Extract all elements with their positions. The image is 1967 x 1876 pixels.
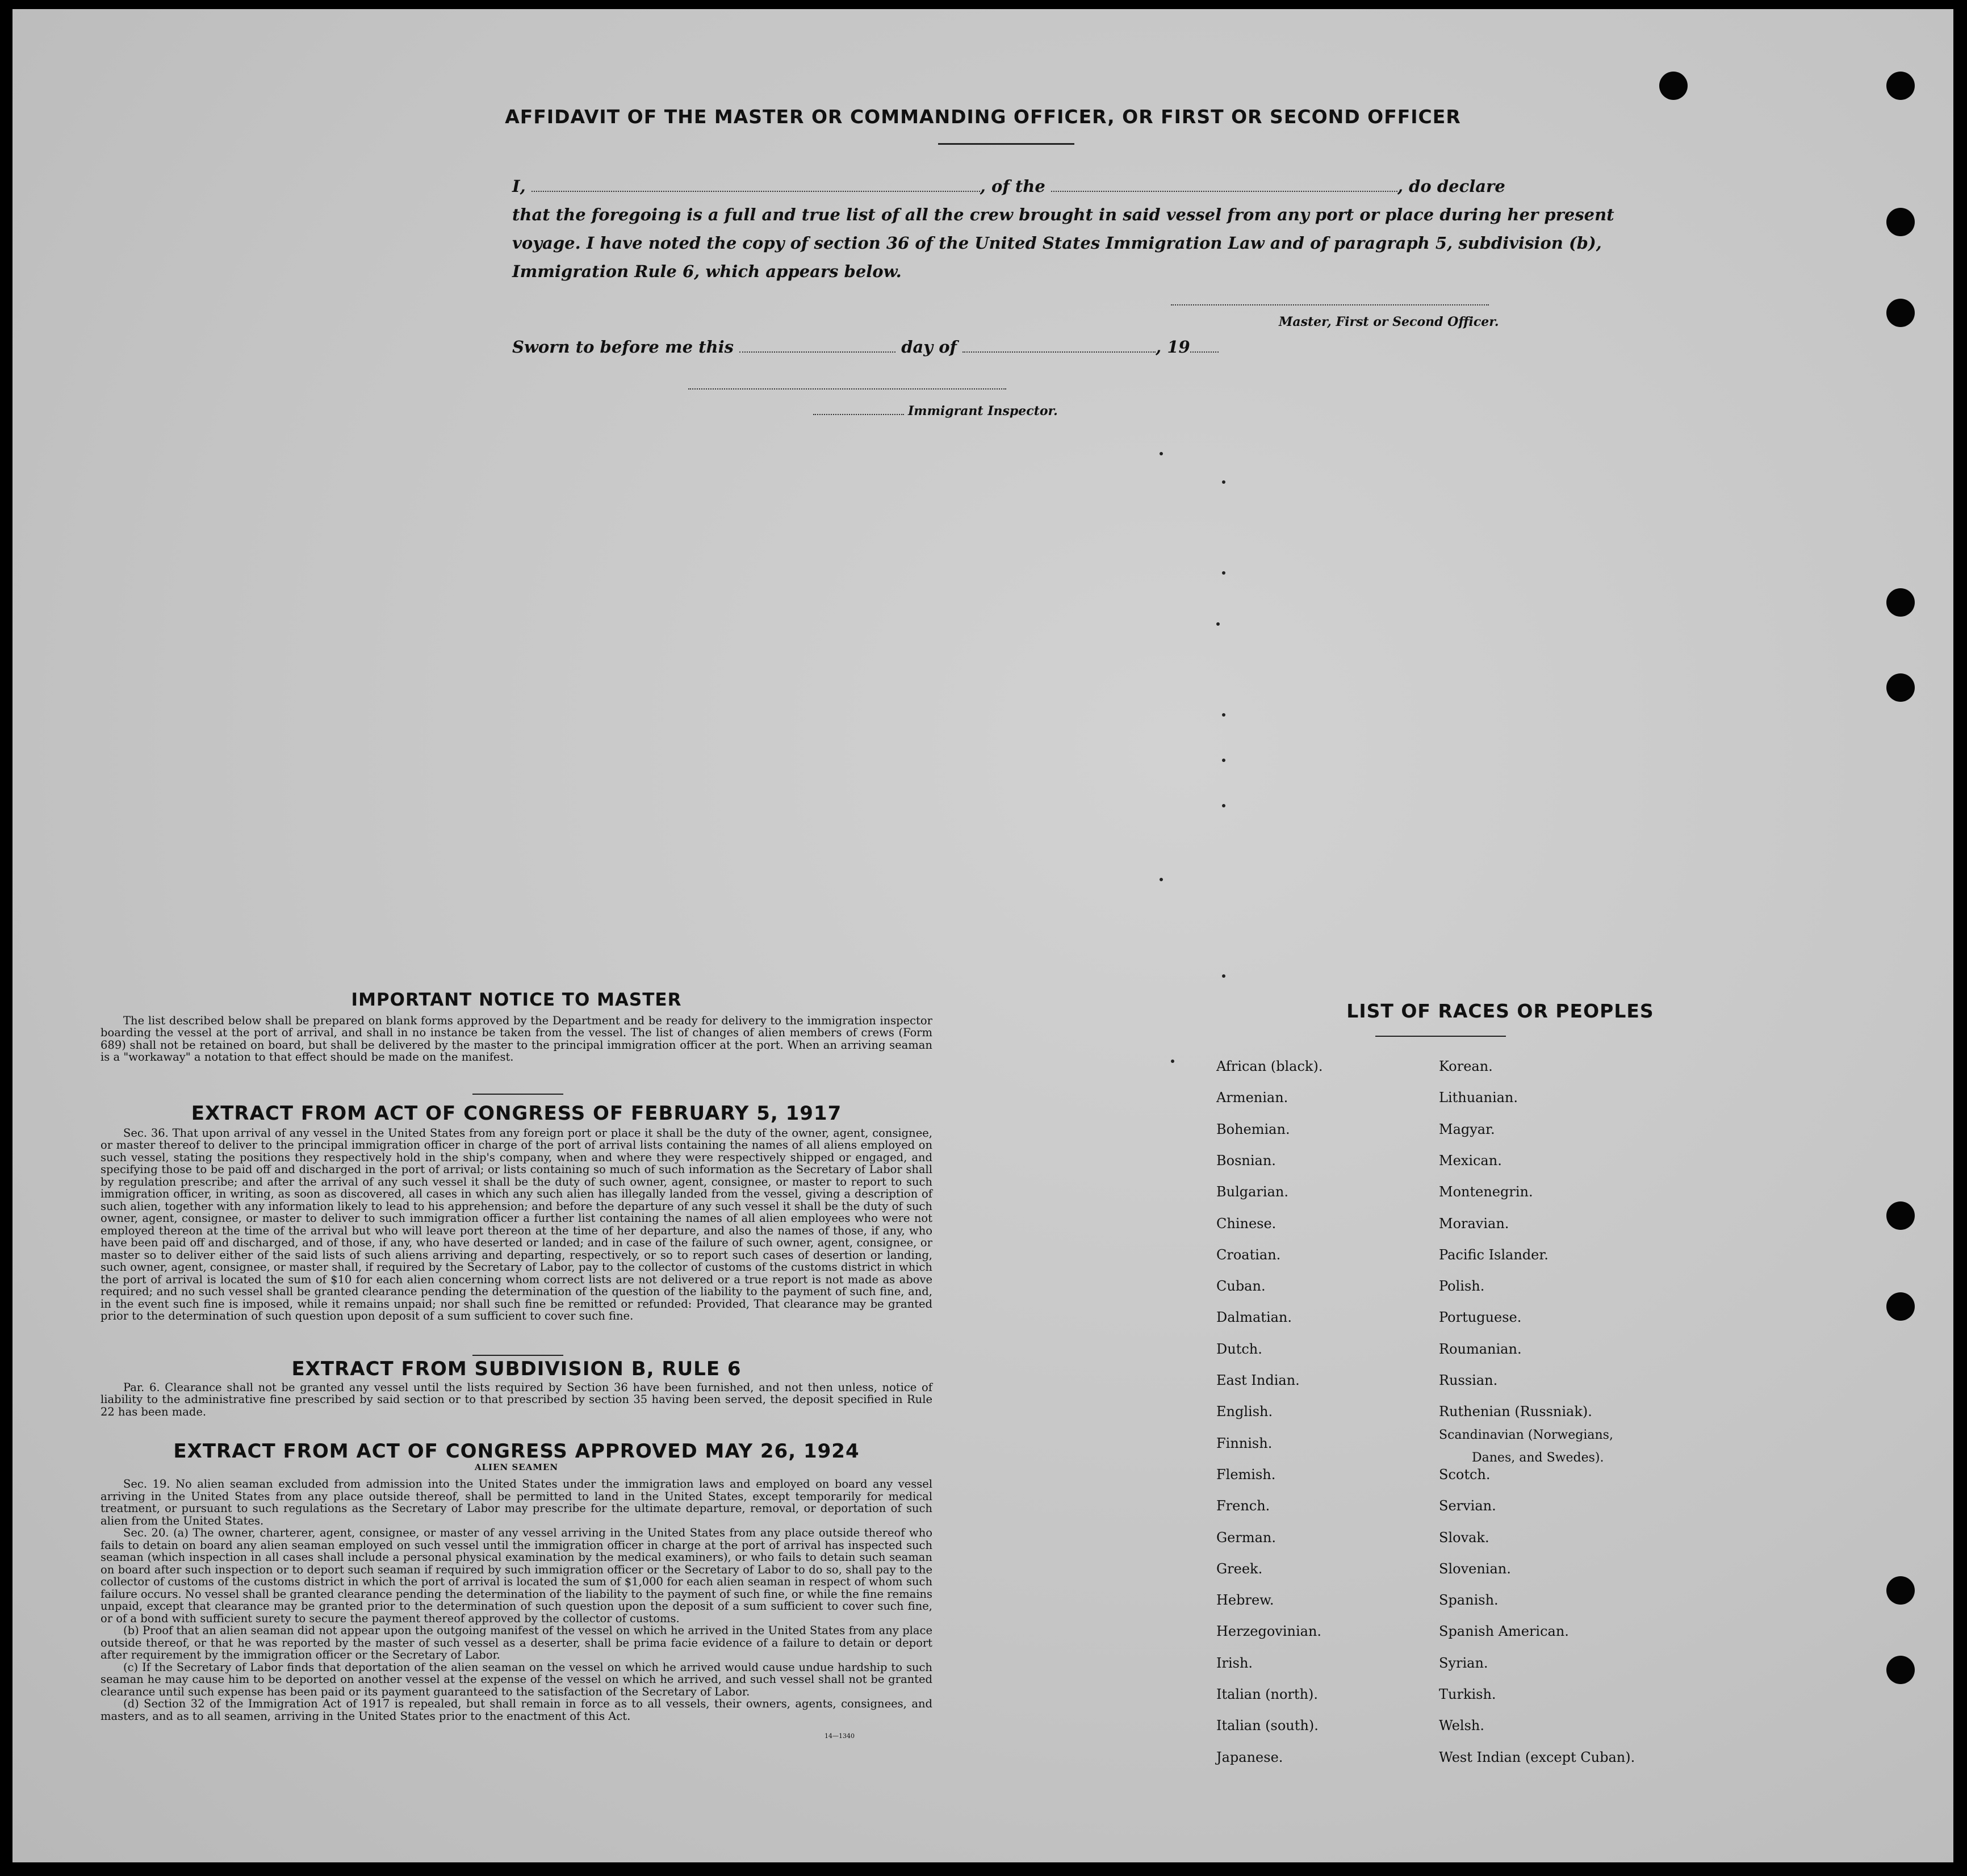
punch-hole <box>1886 299 1915 327</box>
extract-1924-title: EXTRACT FROM ACT OF CONGRESS APPROVED MAY 26, 1924 <box>173 1440 860 1463</box>
declaration-line-2: that the foregoing is a full and true list of all the crew brought in said vessel from any port or place during her present <box>512 205 1614 224</box>
race-item: Russian. <box>1439 1372 1498 1388</box>
race-item: Spanish American. <box>1439 1623 1569 1640</box>
race-item: Armenian. <box>1216 1090 1288 1106</box>
race-item: Croatian. <box>1216 1246 1281 1263</box>
extract-1924-subtitle: ALIEN SEAMEN <box>474 1462 559 1472</box>
race-item: Lithuanian. <box>1439 1090 1518 1106</box>
race-item: Pacific Islander. <box>1439 1246 1549 1263</box>
extract-1917-body: Sec. 36. That upon arrival of any vessel in the United States from any foreign port or place it shall be the duty of the owner, agent, consignee, or master thereof to deliver to the principal immigration officer in charge of the port of arrival lists containing the names of all aliens employed on such vessel, stating the positions they respectively hold in the ship's company, when and where they were respectively shipped or engaged, and specifying those to be paid off and discharged in the port of arrival; or lists containing so much of such information as the Secretary of Labor shall by regulation prescribe; and after the arrival of any such vessel it shall be the duty of such owner, agent, consignee, or master to report to such immigration officer, in writing, as soon as discovered, all cases in which any such alien has illegally landed from the vessel, giving a description of such alien, together with any information likely to lead to his apprehension; and before the departure of any such vessel it shall be the duty of such owner, agent, consignee, or master to deliver to such immigration officer a further list containing the names of all alien employees who were not employed thereon at the time of the arrival but who will leave port thereon at the time of her departure, and also the names of those, if any, who have been paid off and discharged, and of those, if any, who have deserted or landed; and in case of the failure of such owner, agent, consignee, or master so to deliver either of the said lists of such aliens arriving and departing, respectively, or so to report such cases of desertion or landing, such owner, agent, consignee, or master shall, if required by the Secretary of Labor, pay to the collector of customs of the customs district in which the port of arrival is located the sum of $10 for each alien concerning whom correct lists are not delivered or a true report is not made as above required; and no such vessel shall be granted clearance pending the determination of the question of the liability to the payment of such fine, and, in the event such fine is imposed, while it remains unpaid; nor shall such fine be remitted or refunded: Provided, That clearance may be granted prior to the determination of such question upon deposit of a sum sufficient to cover such fine. <box>101 1126 932 1322</box>
subdivision-section <box>101 1358 932 1418</box>
subdivision-title: EXTRACT FROM SUBDIVISION B, RULE 6 <box>291 1358 742 1380</box>
year-label: , 19 <box>1156 337 1190 357</box>
race-item: East Indian. <box>1216 1372 1300 1388</box>
race-item: Finnish. <box>1216 1435 1273 1451</box>
race-item: Montenegrin. <box>1439 1184 1533 1200</box>
bleed-mark <box>1222 713 1225 717</box>
race-item: German. <box>1216 1529 1276 1546</box>
race-item: Magyar. <box>1439 1121 1495 1137</box>
declaration-line-3: voyage. I have noted the copy of section 36 of the United States Immigration Law and of paragraph 5, subdivision (b), <box>512 233 1602 253</box>
race-item: Syrian. <box>1439 1655 1488 1671</box>
race-item: Bohemian. <box>1216 1121 1290 1137</box>
races-title: LIST OF RACES OR PEOPLES <box>1346 1000 1654 1022</box>
race-item: Moravian. <box>1439 1215 1509 1232</box>
punch-hole <box>1886 1576 1915 1605</box>
race-item: Dalmatian. <box>1216 1309 1292 1326</box>
race-item: Turkish. <box>1439 1686 1496 1702</box>
race-item: Japanese. <box>1216 1749 1283 1765</box>
race-item: Spanish. <box>1439 1592 1499 1609</box>
extract-1924-p5: (d) Section 32 of the Immigration Act of 1917 is repealed, but shall remain in force as to all vessels, their owners, agents, consignees, and masters, and as to all seamen, arriving in the United States prior to the enactment of this Act. <box>101 1697 932 1723</box>
race-item: Flemish. <box>1216 1466 1276 1483</box>
do-declare-label: , do declare <box>1397 177 1505 196</box>
race-item: Mexican. <box>1439 1152 1502 1169</box>
bleed-mark <box>1171 1060 1174 1063</box>
race-item: Italian (north). <box>1216 1686 1319 1702</box>
of-the-label: , of the <box>980 177 1045 196</box>
bleed-mark <box>1222 480 1225 484</box>
affidavit-title: AFFIDAVIT OF THE MASTER OR COMMANDING OFFICER, OR FIRST OR SECOND OFFICER <box>505 106 1461 128</box>
bleed-mark <box>1160 452 1163 455</box>
bleed-mark <box>1222 759 1225 762</box>
race-item: Slovenian. <box>1439 1560 1511 1577</box>
extract-1924-p2: Sec. 20. (a) The owner, charterer, agent, consignee, or master of any vessel arriving in the United States from any place outside thereof who fails to detain on board any alien seaman employed on such vessel until the immigration officer in charge at the port of arrival has inspected such seaman (which inspection in all cases shall include a personal physical examination by the medical examiners), or who fails to detain such seaman on board after such inspection or to deport such seaman if required by such immigration officer or the Secretary of Labor to do so, shall pay to the collector of customs of the customs district in which the port of arrival is located the sum of $1,000 for each alien seaman in respect of whom such failure occurs. No vessel shall be granted clearance pending the determination of the liability to the payment of such fine, or while the fine remains unpaid, except that clearance may be granted prior to the determination of such question upon the deposit of a sum sufficient to cover such fine, or of a bond with sufficient surety to secure the payment thereof approved by the collector of customs. <box>101 1526 932 1625</box>
master-signature-label: Master, First or Second Officer. <box>1279 315 1499 329</box>
race-scandinavian-cont: Danes, and Swedes). <box>1472 1451 1604 1465</box>
bleed-mark <box>1216 622 1220 626</box>
races-title-underline <box>1375 1036 1506 1037</box>
punch-hole <box>1886 208 1915 236</box>
master-signature-line[interactable] <box>1171 304 1489 305</box>
race-item: Chinese. <box>1216 1215 1277 1232</box>
race-item: Herzegovinian. <box>1216 1623 1322 1640</box>
race-item: Portuguese. <box>1439 1309 1522 1326</box>
race-item: Irish. <box>1216 1655 1253 1671</box>
extract-1917-title: EXTRACT FROM ACT OF CONGRESS OF FEBRUARY 5, 1917 <box>191 1102 842 1125</box>
punch-hole <box>1886 1292 1915 1321</box>
race-item: French. <box>1216 1498 1270 1514</box>
subdivision-body: Par. 6. Clearance shall not be granted any vessel until the lists required by Section 36 have been furnished, and not then unless, notice of liability to the administrative fine prescribed by said section or to that prescribed by section 35 having been served, the deposit specified in Rule 22 has been made. <box>101 1380 932 1418</box>
notice-title: IMPORTANT NOTICE TO MASTER <box>351 990 682 1010</box>
declaration-line-1 <box>512 173 1546 200</box>
punch-hole <box>1886 588 1915 617</box>
extract-1924-p1: Sec. 19. No alien seaman excluded from admission into the United States under the immigration laws and employed on board any vessel arriving in the United States from any place outside thereof, shall be permitted to land in the United States, except temporarily for medical treatment, or pursuant to such regulations as the Secretary of Labor may prescribe for the ultimate departure, removal, or deportation of such alien from the United States. <box>101 1477 932 1527</box>
race-item: West Indian (except Cuban). <box>1439 1749 1635 1765</box>
punch-hole <box>1886 1201 1915 1230</box>
race-item: Greek. <box>1216 1560 1263 1577</box>
i-label: I, <box>512 177 526 196</box>
sworn-label: Sworn to before me this <box>512 337 734 357</box>
extract-1924-section <box>101 1440 932 1723</box>
name-field[interactable] <box>531 191 980 192</box>
bleed-mark <box>1160 878 1163 881</box>
bleed-mark <box>1222 974 1225 978</box>
race-item: African (black). <box>1216 1058 1323 1074</box>
race-item: Bosnian. <box>1216 1152 1276 1169</box>
race-item: Hebrew. <box>1216 1592 1274 1609</box>
inspector-signature-line[interactable] <box>688 388 1006 390</box>
race-item: Welsh. <box>1439 1718 1484 1734</box>
race-item: Scotch. <box>1439 1466 1491 1483</box>
section-divider <box>472 1355 563 1356</box>
inspector-line <box>813 404 1058 418</box>
form-number: 14—1340 <box>825 1732 855 1740</box>
punch-hole <box>1886 72 1915 100</box>
sworn-day-field[interactable] <box>739 351 895 353</box>
race-item: Bulgarian. <box>1216 1184 1288 1200</box>
bleed-mark <box>1222 804 1225 807</box>
race-item: Dutch. <box>1216 1341 1262 1357</box>
extract-1924-p3: (b) Proof that an alien seaman did not appear upon the outgoing manifest of the vessel on which he arrived in the United States from any place outside thereof, or that he was reported by the master of such vessel as a deserter, shall be prima facie evidence of a failure to detain or deport after requirement by the immigration officer or the Secretary of Labor. <box>101 1624 932 1661</box>
bleed-mark <box>1222 571 1225 575</box>
race-item: English. <box>1216 1404 1273 1420</box>
race-item: Roumanian. <box>1439 1341 1522 1357</box>
punch-hole <box>1659 72 1688 100</box>
sworn-month-field[interactable] <box>962 351 1156 353</box>
document-page <box>12 9 1953 1862</box>
sworn-year-field[interactable] <box>1190 351 1219 353</box>
race-item: Slovak. <box>1439 1529 1489 1546</box>
extract-1917-section <box>101 1102 932 1322</box>
race-item: Scandinavian (Norwegians, <box>1439 1427 1613 1442</box>
inspector-label: Immigrant Inspector. <box>908 404 1058 418</box>
notice-section <box>101 990 932 1063</box>
race-item: Servian. <box>1439 1498 1496 1514</box>
race-item: Italian (south). <box>1216 1718 1319 1734</box>
race-item: Cuban. <box>1216 1278 1266 1295</box>
sworn-line <box>512 337 1219 357</box>
title-underline <box>938 143 1074 145</box>
vessel-field[interactable] <box>1051 191 1397 192</box>
punch-hole <box>1886 1656 1915 1684</box>
race-item: Korean. <box>1439 1058 1493 1074</box>
punch-hole <box>1886 673 1915 702</box>
race-item: Polish. <box>1439 1278 1485 1295</box>
notice-body: The list described below shall be prepared on blank forms approved by the Department and be ready for delivery to the immigration inspector boarding the vessel at the port of arrival, and shall in no instance be taken from the vessel. The list of changes of alien members of crews (Form 689) shall not be retained on board, but shall be delivered by the master to the principal immigration officer at the port. When an arriving seaman is a "workaway" a notation to that effect should be made on the manifest. <box>101 1014 932 1063</box>
day-of-label: day of <box>901 337 957 357</box>
section-divider <box>472 1094 563 1095</box>
extract-1924-p4: (c) If the Secretary of Labor finds that deportation of the alien seaman on the vessel on which he arrived would cause undue hardship to such seaman he may cause him to be deported on another vessel at the expense of the vessel on which he arrived, and such vessel shall not be granted clearance until such expense has been paid or its payment guaranteed to the satisfaction of the Secretary of Labor. <box>101 1660 932 1698</box>
declaration-line-4: Immigration Rule 6, which appears below. <box>512 262 902 281</box>
race-item: Ruthenian (Russniak). <box>1439 1404 1592 1420</box>
inspector-field[interactable] <box>813 414 904 415</box>
